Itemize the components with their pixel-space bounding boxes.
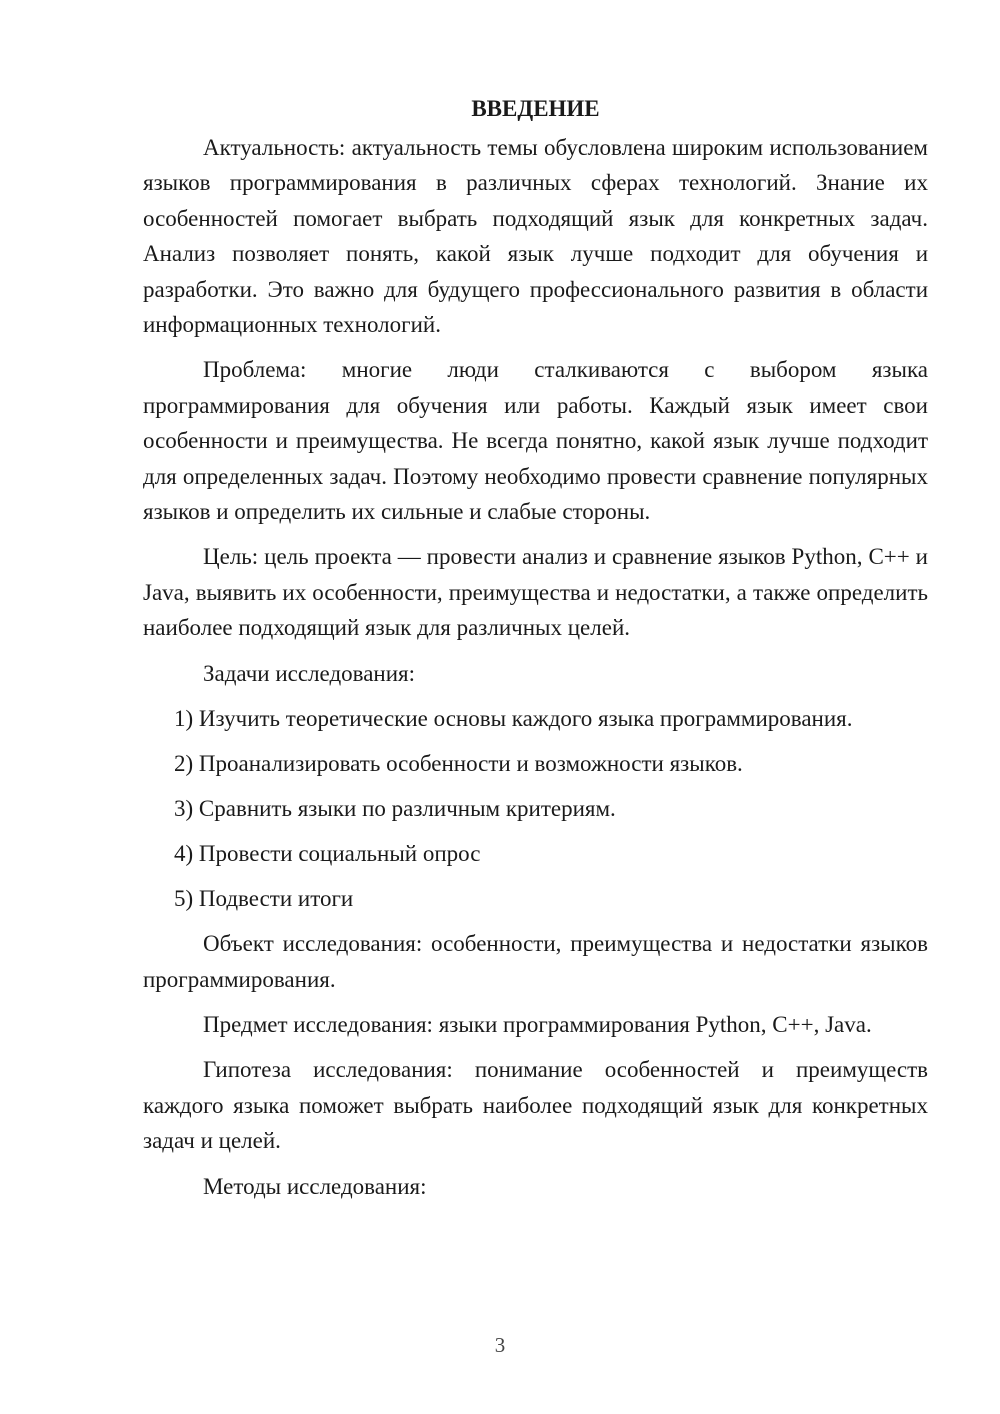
paragraph-hypothesis: Гипотеза исследования: понимание особенностей и преимуществ каждого языка поможет выбрать наиболее подходящий язык для конкретных задач и целей. <box>143 1057 928 1154</box>
tasks-title: Задачи исследования: <box>203 660 416 686</box>
list-item: 5) Подвести итоги <box>174 886 354 912</box>
tasks-list <box>143 701 928 916</box>
list-item: 3) Сравнить языки по различным критериям. <box>174 796 616 822</box>
document-page <box>143 92 928 1214</box>
paragraph-relevance: Актуальность: актуальность темы обусловлена широким использованием языков программирования в различных сферах технологий. Знание их особенностей помогает выбрать подходящий язык для конкретных задач. Анализ позволяет понять, какой язык лучше подходит для обучения и разработки. Это важно для будущего профессионального развития в области информационных технологий. <box>143 135 928 338</box>
page-number: 3 <box>494 1333 506 1357</box>
list-item: 2) Проанализировать особенности и возможности языков. <box>174 751 743 777</box>
section-heading: ВВЕДЕНИЕ <box>471 96 600 121</box>
paragraph-problem: Проблема: многие люди сталкиваются с выбором языка программирования для обучения или работы. Каждый язык имеет свои особенности и преимущества. Не всегда понятно, какой язык лучше подходит для определенных задач. Поэтому необходимо провести сравнение популярных языков и определить их сильные и слабые стороны. <box>143 357 928 525</box>
methods-title: Методы исследования: <box>203 1173 427 1199</box>
list-item: 1) Изучить теоретические основы каждого языка программирования. <box>174 706 853 732</box>
paragraph-subject: Предмет исследования: языки программирования Python, C++, Java. <box>203 1011 872 1037</box>
list-item: 4) Провести социальный опрос <box>174 841 481 867</box>
paragraph-object: Объект исследования: особенности, преимущества и недостатки языков программирования. <box>143 931 928 992</box>
paragraph-goal: Цель: цель проекта — провести анализ и сравнение языков Python, C++ и Java, выявить их особенности, преимущества и недостатки, а также определить наиболее подходящий язык для различных целей. <box>143 544 928 641</box>
